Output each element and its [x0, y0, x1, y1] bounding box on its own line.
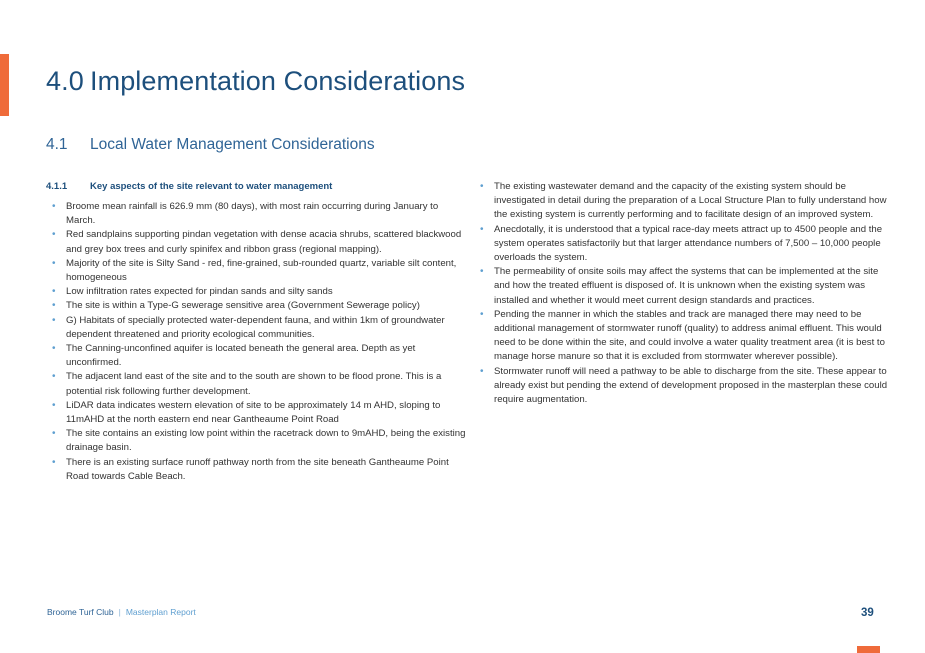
accent-bar-left [0, 54, 9, 116]
list-item: • Red sandplains supporting pindan vegetation with dense acacia shrubs, scattered blackwood and grey box trees and curly spinifex and ribbon grass (regional mapping). [48, 228, 468, 256]
list-item: • Majority of the site is Silty Sand - red, fine-grained, sub-rounded quartz, variable silt content, homogeneous [48, 257, 468, 285]
accent-bar-bottom [857, 646, 880, 653]
page-title-number: 4.0 [46, 66, 84, 96]
subsection-title [46, 181, 332, 192]
list-item: • Broome mean rainfall is 626.9 mm (80 days), with most rain occurring during January to March. [48, 200, 468, 228]
list-item: • The existing wastewater demand and the capacity of the existing system should be investigated in detail during the preparation of a Local Structure Plan to fully understand how the existing system is currently performing and to facilitate design of an improved system. [476, 180, 888, 223]
list-item: • The permeability of onsite soils may affect the systems that can be implemented at the site and how the treated effluent is disposed of. It is unknown when the existing system was installed and whether it would meet current design standards and practices. [476, 265, 888, 308]
page-title [46, 66, 465, 97]
left-bullet-list [48, 200, 468, 484]
subsection-title-text: Key aspects of the site relevant to water management [90, 181, 333, 192]
list-item: • Pending the manner in which the stables and track are managed there may need to be additional management of stormwater runoff (quality) to address animal effluent. This would need to be done within the site, and could involve a water quality treatment area (it is best to manage horse manure so that it is excluded from stormwater wherever possible). [476, 308, 888, 365]
footer-separator: | [118, 607, 121, 617]
list-item: • The site contains an existing low point within the racetrack down to 9mAHD, being the existing drainage basin. [48, 427, 468, 455]
subsection-title-number: 4.1.1 [46, 181, 68, 192]
right-bullet-list [476, 180, 888, 407]
list-item: • Anecdotally, it is understood that a typical race-day meets attract up to 4500 people and the system operates satisfactorily but that larger attendance numbers of 7,500 – 10,000 people overloads the system. [476, 223, 888, 266]
footer [47, 607, 196, 617]
footer-organisation: Broome Turf Club [47, 607, 114, 617]
list-item: • The Canning-unconfined aquifer is located beneath the general area. Depth as yet unconfirmed. [48, 342, 468, 370]
section-title-number: 4.1 [46, 136, 68, 153]
page-title-text: Implementation Considerations [90, 66, 466, 96]
list-item: • Low infiltration rates expected for pindan sands and silty sands [48, 285, 468, 299]
list-item: • G) Habitats of specially protected water-dependent fauna, and within 1km of groundwater dependent threatened and priority ecological communities. [48, 314, 468, 342]
section-title-text: Local Water Management Considerations [90, 136, 375, 153]
footer-report-title: Masterplan Report [125, 607, 196, 617]
list-item: • Stormwater runoff will need a pathway to be able to discharge from the site. These appear to already exist but pending the extend of development proposed in the masterplan these could require augmentation. [476, 365, 888, 408]
list-item: • The adjacent land east of the site and to the south are shown to be flood prone. This is a potential risk following further development. [48, 370, 468, 398]
page-number: 39 [861, 607, 874, 619]
list-item: • There is an existing surface runoff pathway north from the site beneath Gantheaume Point Road towards Cable Beach. [48, 456, 468, 484]
list-item: • LiDAR data indicates western elevation of site to be approximately 14 m AHD, sloping to 11mAHD at the north eastern end near Gantheaume Point Road [48, 399, 468, 427]
list-item: • The site is within a Type-G sewerage sensitive area (Government Sewerage policy) [48, 299, 468, 313]
section-title [46, 136, 375, 154]
